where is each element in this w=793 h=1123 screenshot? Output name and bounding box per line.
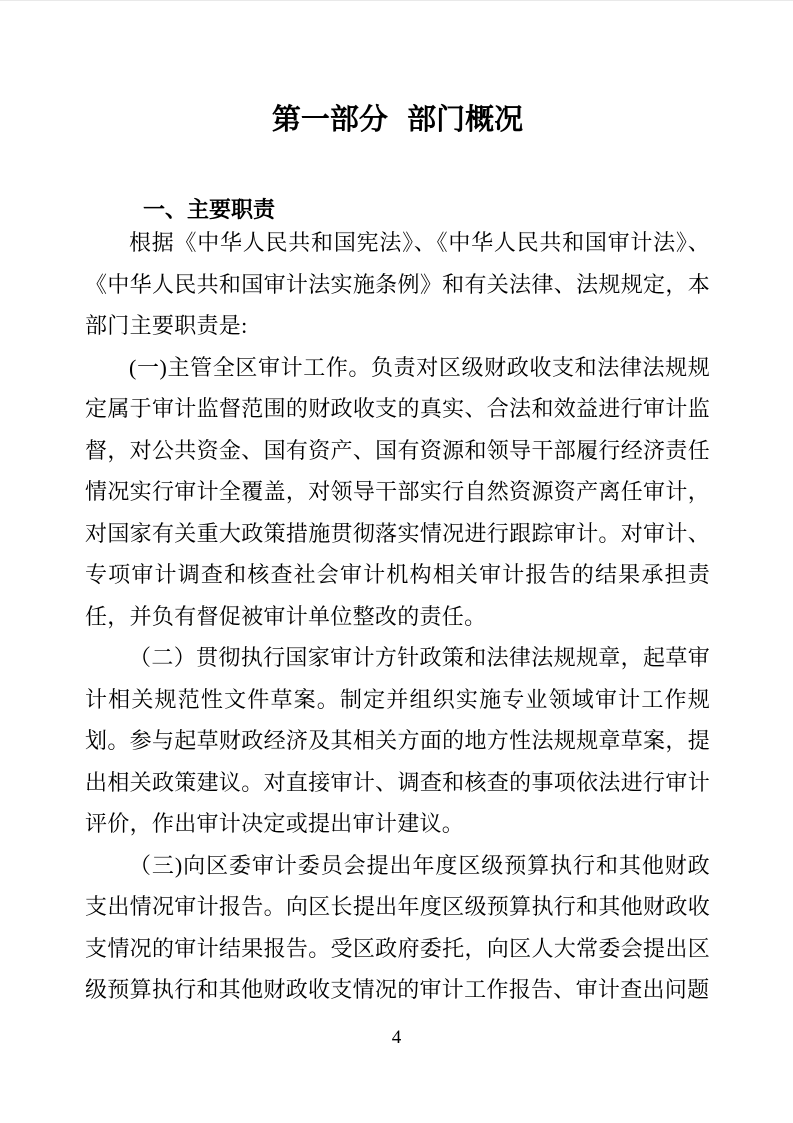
- paragraph-duty-3: （三)向区委审计委员会提出年度区级预算执行和其他财政支出情况审计报告。向区长提出年度区级预算执行和其他财政收支情况的审计结果报告。受区政府委托，向区人大常委会提出区级预算执行和其他财政收支情况的审计工作报告、审计查出问题: [85, 852, 710, 1002]
- paragraph-intro: 根据《中华人民共和国宪法》、《中华人民共和国审计法》、《中华人民共和国审计法实施条例》和有关法律、法规规定，本部门主要职责是:: [85, 230, 710, 338]
- paragraph-duty-1: (一)主管全区审计工作。负责对区级财政收支和法律法规规定属于审计监督范围的财政收支的真实、合法和效益进行审计监督，对公共资金、国有资产、国有资源和领导干部履行经济责任情况实行审计全覆盖，对领导干部实行自然资源资产离任审计，对国家有关重大政策措施贯彻落实情况进行跟踪审计。对审计、专项审计调查和核查社会审计机构相关审计报告的结果承担责任，并负有督促被审计单位整改的责任。: [85, 354, 710, 629]
- document-content: [85, 1, 710, 1011]
- page-number: 4: [391, 1027, 402, 1048]
- body-text: [85, 222, 710, 1011]
- document-title: 第一部分 部门概况: [271, 104, 524, 136]
- paragraph-duty-2: （二）贯彻执行国家审计方针政策和法律法规规章，起草审计相关规范性文件草案。制定并组织实施专业领域审计工作规划。参与起草财政经济及其相关方面的地方性法规规章草案，提出相关政策建议。对直接审计、调查和核查的事项依法进行审计评价，作出审计决定或提出审计建议。: [85, 645, 710, 836]
- section-heading: 一、主要职责: [143, 197, 276, 222]
